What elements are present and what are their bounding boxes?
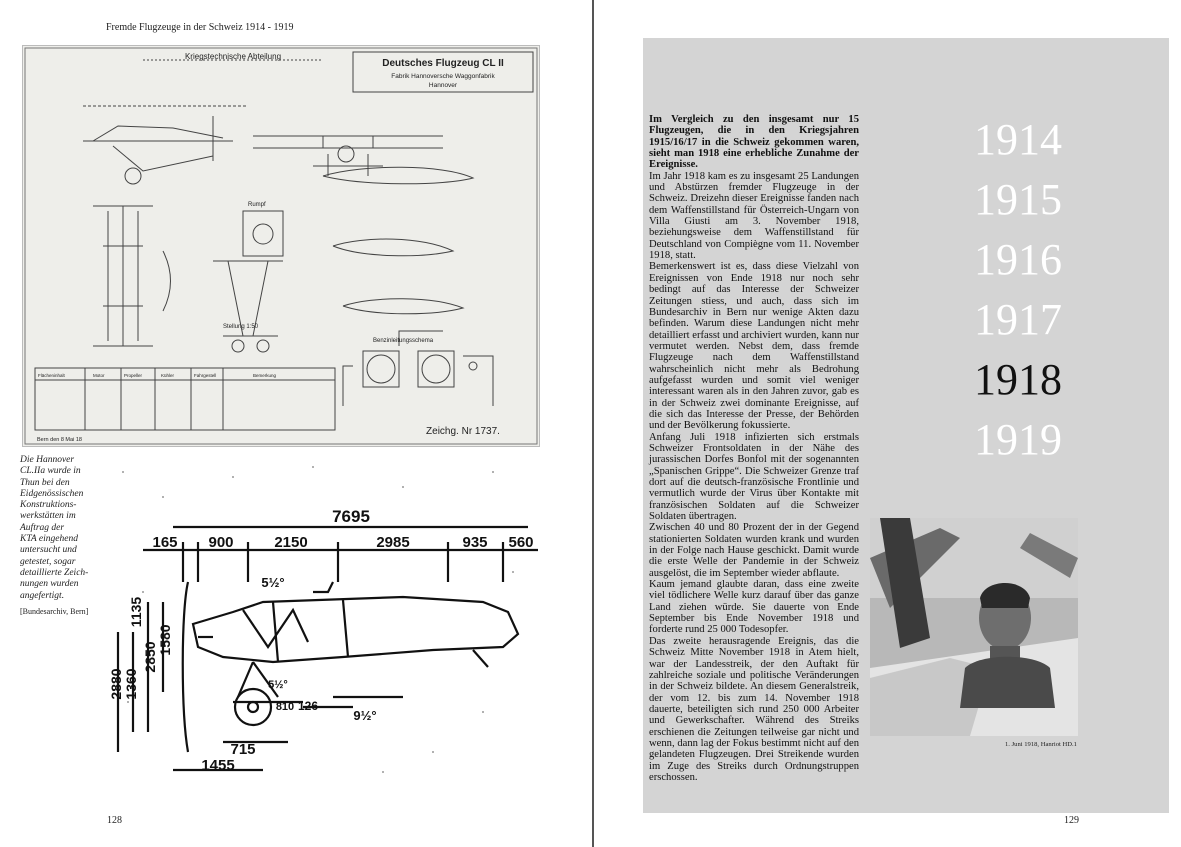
- table-header-5: Fahrgestell: [194, 373, 217, 378]
- paragraph: Kaum jemand glaubte daran, dass eine zweite viel tödlichere Welle kurz darauf über das ganze Land ziehen würde. Sie dauerte von Ende September bis Ende November 1918 und forderte rund 25 000 Todesopfer.: [649, 579, 859, 636]
- year-1918-active: 1918: [974, 355, 1062, 404]
- drawing-title: Deutsches Flugzeug CL II: [382, 58, 504, 69]
- table-header-2: Motor: [93, 373, 105, 378]
- paragraph: Anfang Juli 1918 infizierten sich erstmals Schweizer Frontsoldaten in der Nähe des jurassischen Dorfes Bonfol mit der sogenannten „Spanischen Grippe“. Die Schweizer Grenze traf dort auf die deutsch-französische Frontlinie und vermutlich wurde der Virus über Kontakte mit französischen Soldaten auf die Schweizer Soldaten übertragen.: [649, 431, 859, 523]
- caption-line: Auftrag der: [20, 522, 65, 533]
- dim-2985: 2985: [376, 534, 410, 551]
- caption-line: nungen wurden: [20, 579, 79, 590]
- dim-2150: 2150: [274, 534, 308, 551]
- caption-line: Thun bei den: [20, 477, 70, 488]
- dim-2880: 2880: [108, 668, 124, 700]
- year-1916: 1916: [974, 235, 1062, 284]
- angle-3: 9½°: [353, 708, 377, 723]
- running-head: Fremde Flugzeuge in der Schweiz 1914 - 1919: [106, 22, 294, 33]
- year-list: [974, 110, 1084, 470]
- paragraph: Das zweite herausragende Ereignis, das die Schweiz Mitte November 1918 in Atem hielt, war der Landesstreik, der den Auftakt für zahlreiche soziale und politische Veränderungen in der Schweiz bildete. An diesem Generalstreik, der vom 12. bis zum 14. November 1918 dauerte, beteiligten sich rund 250 000 Arbeiter und Gewerkschafter. Während des Streiks erschienen die Zeitungen teilweise gar nicht und wenn, dann lag der Fokus bestimmt nicht auf den gelandeten Flugzeugen. Drei Streikende wurden im Zuge des Streiks durch Ordnungstruppen erschossen.: [649, 635, 859, 783]
- page-number-right: 129: [1064, 815, 1079, 826]
- dim-1580: 1580: [157, 624, 173, 656]
- table-header-4: Kühler: [161, 373, 175, 378]
- table-header-6: Bemerkung: [253, 373, 277, 378]
- dim-1135: 1135: [128, 596, 144, 628]
- dim-810: 810: [275, 701, 295, 713]
- caption-line: KTA eingehend: [20, 534, 78, 545]
- dim-165: 165: [152, 534, 178, 551]
- pilot-photo-image: [870, 518, 1078, 736]
- caption-line: Konstruktions-: [20, 500, 77, 511]
- paragraph: Im Jahr 1918 kam es zu insgesamt 25 Landungen und Abstürzen fremder Flugzeuge in der Schweiz. Dreizehn dieser Ereignisse fanden nach dem Waffenstillstand für Österreich-Ungarn von Villa Giusti am 3. November 1918, beziehungsweise dem Waffenstillstand für Deutschland von Compiègne vom 11. November 1918, statt.: [649, 170, 859, 262]
- drawing-subtitle-1: Fabrik Hannoversche Waggonfabrik: [391, 73, 495, 80]
- aircraft-sketch-svg: [103, 452, 538, 797]
- year-1915: 1915: [974, 175, 1062, 224]
- dim-715: 715: [230, 741, 256, 758]
- drawing-number: Zeichg. Nr 1737.: [426, 426, 500, 437]
- year-1917: 1917: [974, 295, 1062, 344]
- caption-line: Eidgenössischen: [20, 488, 84, 499]
- right-page: [594, 0, 1181, 847]
- angle-1: 5½°: [261, 575, 285, 590]
- dim-1455: 1455: [201, 757, 235, 774]
- table-header-1: Flächeninhalt: [38, 373, 65, 378]
- aircraft-sketch: [103, 452, 538, 797]
- table-header-3: Propeller: [124, 373, 143, 378]
- dim-935: 935: [462, 534, 488, 551]
- drawing-signature: Bern den 8 Mai 18: [37, 437, 82, 443]
- page-number-left: 128: [107, 815, 122, 826]
- caption-line: CL.IIa wurde in: [20, 466, 81, 477]
- lead-paragraph: Im Vergleich zu den insgesamt nur 15 Flugzeugen, die in den Kriegsjahren 1915/16/17 in die Schweiz gekommen waren, sieht man 1918 eine erhebliche Zunahme der Ereignisse.: [649, 114, 859, 171]
- technical-drawing-scan: [22, 45, 540, 447]
- dim-1360: 1360: [123, 668, 139, 700]
- photo-caption: 1. Juni 1918, Hanriot HD.1: [1005, 741, 1077, 748]
- year-1914: 1914: [974, 115, 1062, 164]
- dim-2850: 2850: [142, 641, 158, 673]
- caption-line: Die Hannover: [20, 455, 75, 465]
- drawing-label-rumpf: Rumpf: [248, 202, 266, 208]
- dim-126: 126: [297, 699, 319, 713]
- angle-2: 5½°: [268, 679, 288, 691]
- figure-caption: [20, 455, 92, 617]
- drawing-subtitle-2: Hannover: [428, 82, 458, 89]
- caption-line: untersucht und: [20, 545, 77, 556]
- drawing-header: Kriegstechnische Abteilung: [184, 52, 282, 61]
- paragraph: Zwischen 40 und 80 Prozent der in der Gegend stationierten Soldaten wurden krank und wurden in der Folge nach Hause geschickt. Damit wurde die erste Welle der Pandemie in der Schweiz ausgelöst, die im September wieder abflaute.: [649, 522, 859, 579]
- body-text: [649, 114, 859, 783]
- caption-line: getestet, sogar: [20, 556, 76, 567]
- drawing-label-schema: Benzinleitungsschema: [373, 338, 434, 344]
- dim-560: 560: [508, 534, 534, 551]
- paragraph: Bemerkenswert ist es, dass diese Vielzahl von Ereignissen von Ende 1918 nur noch sehr bedingt auf das Interesse der Schweizer Zeitungen stiess, und auch, dass sich im Bundesarchiv in Bern nur wenige Akten dazu befinden. Warum diese Landungen nicht mehr detailliert erfasst und archiviert wurden, kann nur vermutet werden. Nebst dem, dass fremde Flugzeuge nach dem Waffenstillstand wahrscheinlich nicht mehr als Bedrohung aufgefasst wurden und somit viel weniger interessant waren als in den Jahren zuvor, gab es in der Schweiz zwei dominante Ereignisse, auf die sich das Interesse der Presse, der Behörden und der Bevölkerung fokussierte.: [649, 261, 859, 432]
- technical-drawing: [23, 46, 539, 446]
- caption-line: angefertigt.: [20, 590, 65, 601]
- dim-900: 900: [208, 534, 234, 551]
- drawing-label-stellung: Stellung 1:50: [223, 324, 259, 330]
- caption-line: detaillierte Zeich-: [20, 567, 89, 578]
- caption-line: werkstätten im: [20, 511, 76, 522]
- year-1919: 1919: [974, 415, 1062, 464]
- pilot-photo: [870, 518, 1078, 736]
- caption-source: [Bundesarchiv, Bern]: [20, 606, 89, 616]
- dim-total: 7695: [332, 507, 370, 526]
